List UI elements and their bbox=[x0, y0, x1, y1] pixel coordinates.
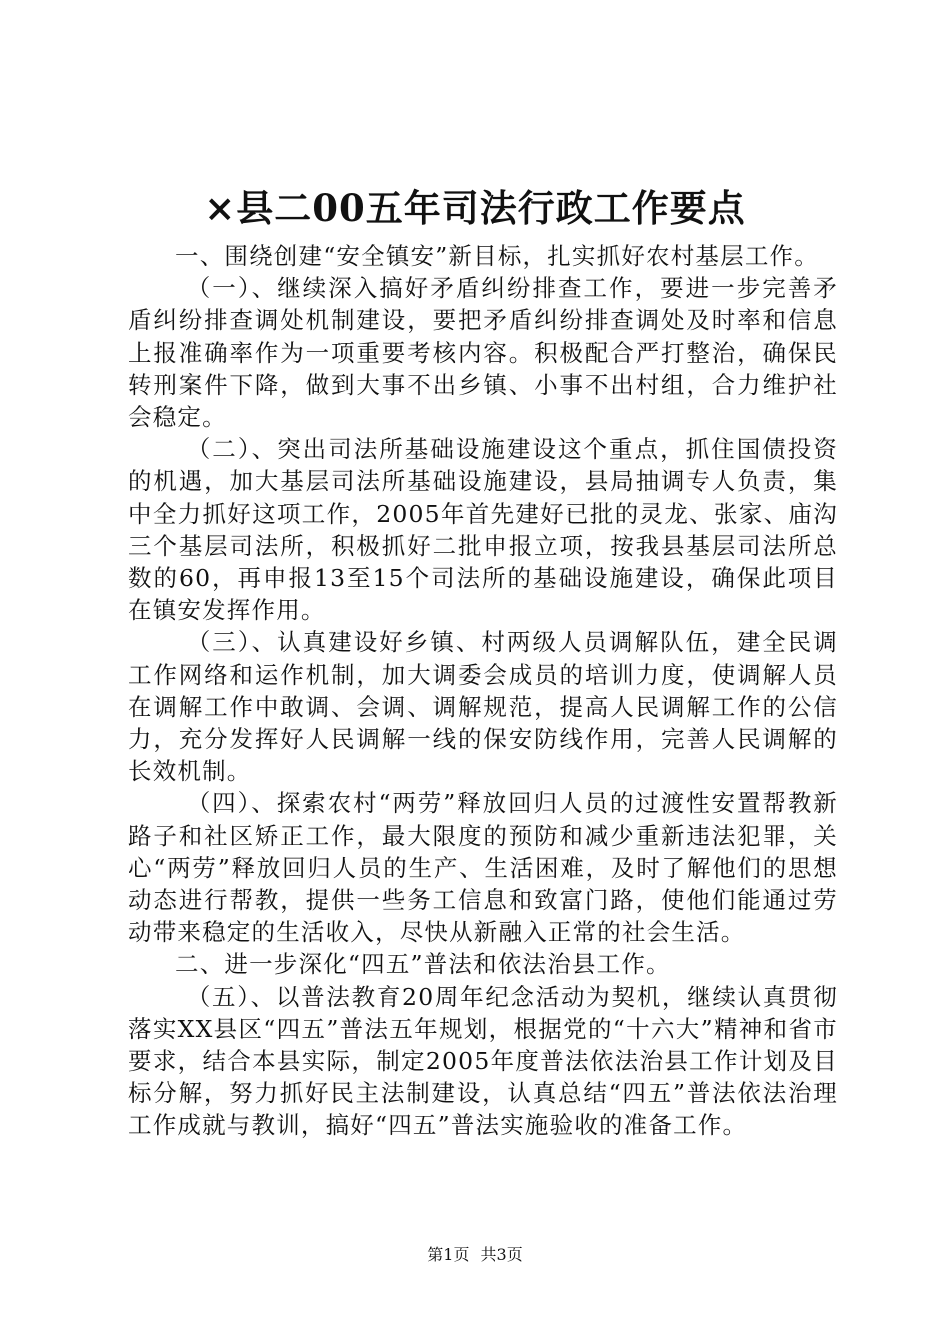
document-title: ×县二00五年司法行政工作要点 bbox=[204, 186, 746, 230]
paragraph-item-5: （五）、以普法教育20周年纪念活动为契机，继续认真贯彻落实XX县区“四五”普法五年规划，根据党的“十六大”精神和省市要求，结合本县实际，制定2005年度普法依法治县工作计划及目标分解，努力抓好民主法制建设，认真总结“四五”普法依法治理工作成就与教训，搞好“四五”普法实施验收的准备工作。 bbox=[128, 982, 838, 1140]
paragraph-item-3: （三）、认真建设好乡镇、村两级人员调解队伍，建全民调工作网络和运作机制，加大调委会成员的培训力度，使调解人员在调解工作中敢调、会调、调解规范，提高人民调解工作的公信力，充分发挥好人民调解一线的保安防线作用，完善人民调解的长效机制。 bbox=[128, 628, 838, 786]
paragraph-item-1: （一）、继续深入搞好矛盾纠纷排查工作，要进一步完善矛盾纠纷排查调处机制建设，要把矛盾纠纷排查调处及时率和信息上报准确率作为一项重要考核内容。积极配合严打整治，确保民转刑案件下降，做到大事不出乡镇、小事不出村组，合力维护社会稳定。 bbox=[128, 274, 838, 432]
page-number: 第1页 bbox=[427, 1245, 470, 1264]
section-heading-2: 二、进一步深化“四五”普法和依法治县工作。 bbox=[175, 950, 671, 979]
page-total: 共3页 bbox=[480, 1245, 523, 1264]
paragraph-item-4: （四）、探索农村“两劳”释放回归人员的过渡性安置帮教新路子和社区矫正工作，最大限度的预防和减少重新违法犯罪，关心“两劳”释放回归人员的生产、生活困难，及时了解他们的思想动态进行帮教，提供一些务工信息和致富门路，使他们能通过劳动带来稳定的生活收入，尽快从新融入正常的社会生活。 bbox=[128, 789, 838, 947]
paragraph-item-2: （二）、突出司法所基础设施建设这个重点，抓住国债投资的机遇，加大基层司法所基础设施建设，县局抽调专人负责，集中全力抓好这项工作，2005年首先建好已批的灵龙、张家、庙沟三个基层司法所，积极抓好二批申报立项，按我县基层司法所总数的60，再申报13至15个司法所的基础设施建设，确保此项目在镇安发挥作用。 bbox=[128, 435, 838, 625]
page-footer bbox=[0, 1244, 950, 1266]
document-body bbox=[128, 240, 838, 1142]
section-heading-1: 一、围绕创建“安全镇安”新目标，扎实抓好农村基层工作。 bbox=[175, 242, 819, 270]
